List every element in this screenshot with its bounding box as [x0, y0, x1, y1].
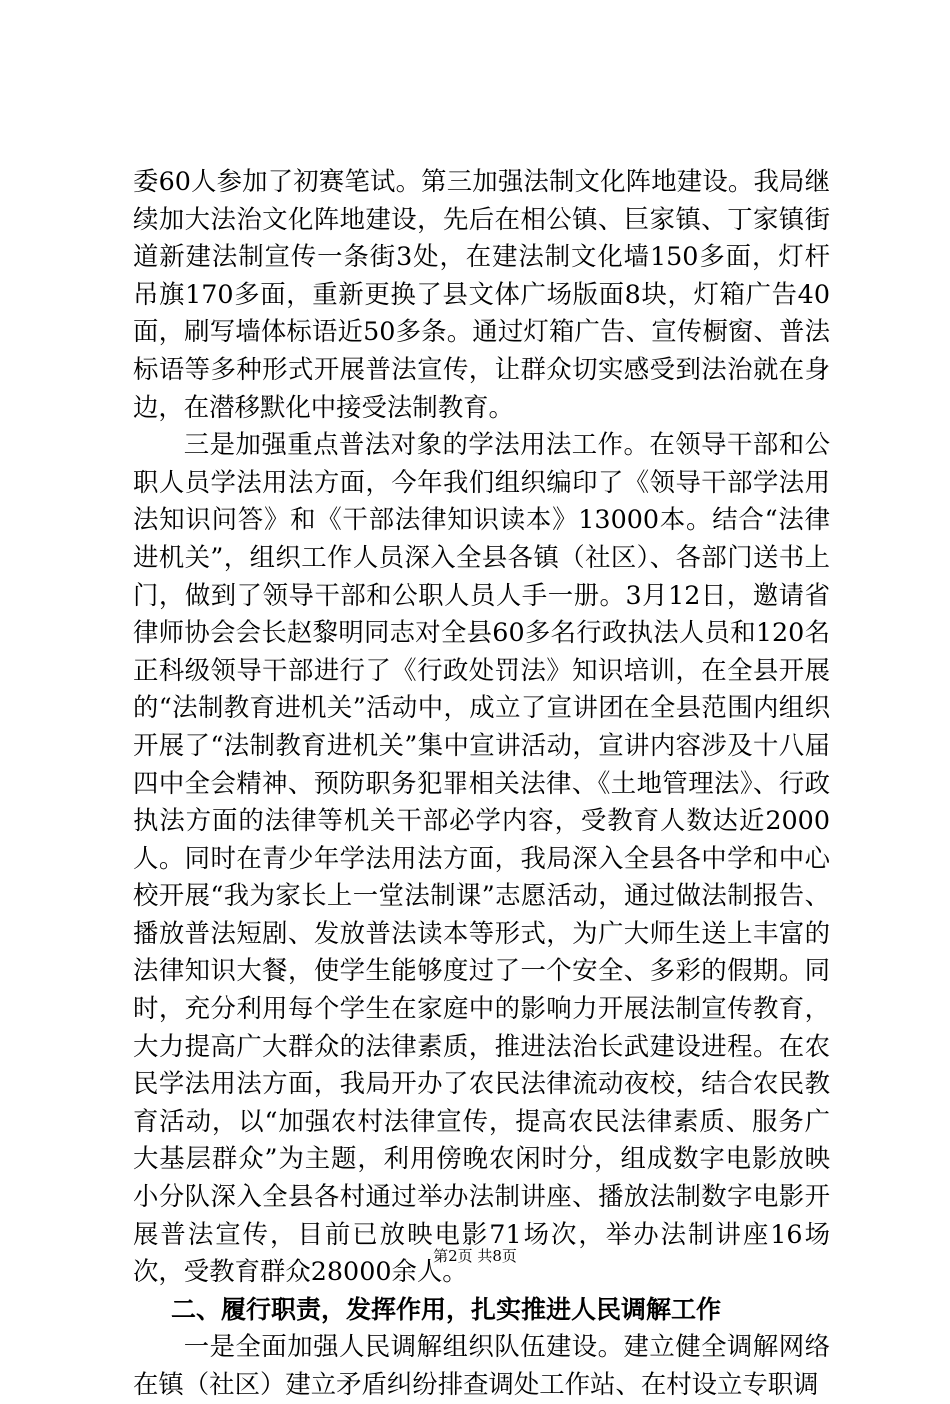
page-number-footer: 第2页 共8页: [433, 1247, 517, 1265]
section-heading: 二、履行职责，发挥作用，扎实推进人民调解工作: [171, 1294, 722, 1324]
document-body: [133, 163, 830, 1404]
paragraph-key-targets: 三是加强重点普法对象的学法用法工作。在领导干部和公职人员学法用法方面，今年我们组织编印了《领导干部学法用法知识问答》和《干部法律知识读本》13000本。结合“法律进机关”，组织工作人员深入全县各镇（社区）、各部门送书上门，做到了领导干部和公职人员人手一册。3月12日，邀请省律师协会会长赵黎明同志对全县60多名行政执法人员和120名正科级领导干部进行了《行政处罚法》知识培训，在全县开展的“法制教育进机关”活动中，成立了宣讲团在全县范围内组织开展了“法制教育进机关”集中宣讲活动，宣讲内容涉及十八届四中全会精神、预防职务犯罪相关法律、《土地管理法》、行政执法方面的法律等机关干部必学内容，受教育人数达近2000人。同时在青少年学法用法方面，我局深入全县各中学和中心校开展“我为家长上一堂法制课”志愿活动，通过做法制报告、播放普法短剧、发放普法读本等形式，为广大师生送上丰富的法律知识大餐，使学生能够度过了一个安全、多彩的假期。同时，充分利用每个学生在家庭中的影响力开展法制宣传教育，大力提高广大群众的法律素质，推进法治长武建设进程。在农民学法用法方面，我局开办了农民法律流动夜校，结合农民教育活动，以“加强农村法律宣传，提高农民法律素质、服务广大基层群众”为主题，利用傍晚农闲时分，组成数字电影放映小分队深入全县各村通过举办法制讲座、播放法制数字电影开展普法宣传，目前已放映电影71场次，举办法制讲座16场次，受教育群众28000余人。: [133, 429, 830, 1287]
paragraph-mediation: 一是全面加强人民调解组织队伍建设。建立健全调解网络在镇（社区）建立矛盾纠纷排查调处工作站、在村设立专职调: [133, 1331, 830, 1399]
paragraph-continuation: 委60人参加了初赛笔试。第三加强法制文化阵地建设。我局继续加大法治文化阵地建设，先后在相公镇、巨家镇、丁家镇街道新建法制宣传一条街3处，在建法制文化墙150多面，灯杆吊旗170多面，重新更换了县文体广场版面8块，灯箱广告40面，刷写墙体标语近50多条。通过灯箱广告、宣传橱窗、普法标语等多种形式开展普法宣传，让群众切实感受到法治就在身边，在潜移默化中接受法制教育。: [133, 166, 830, 422]
